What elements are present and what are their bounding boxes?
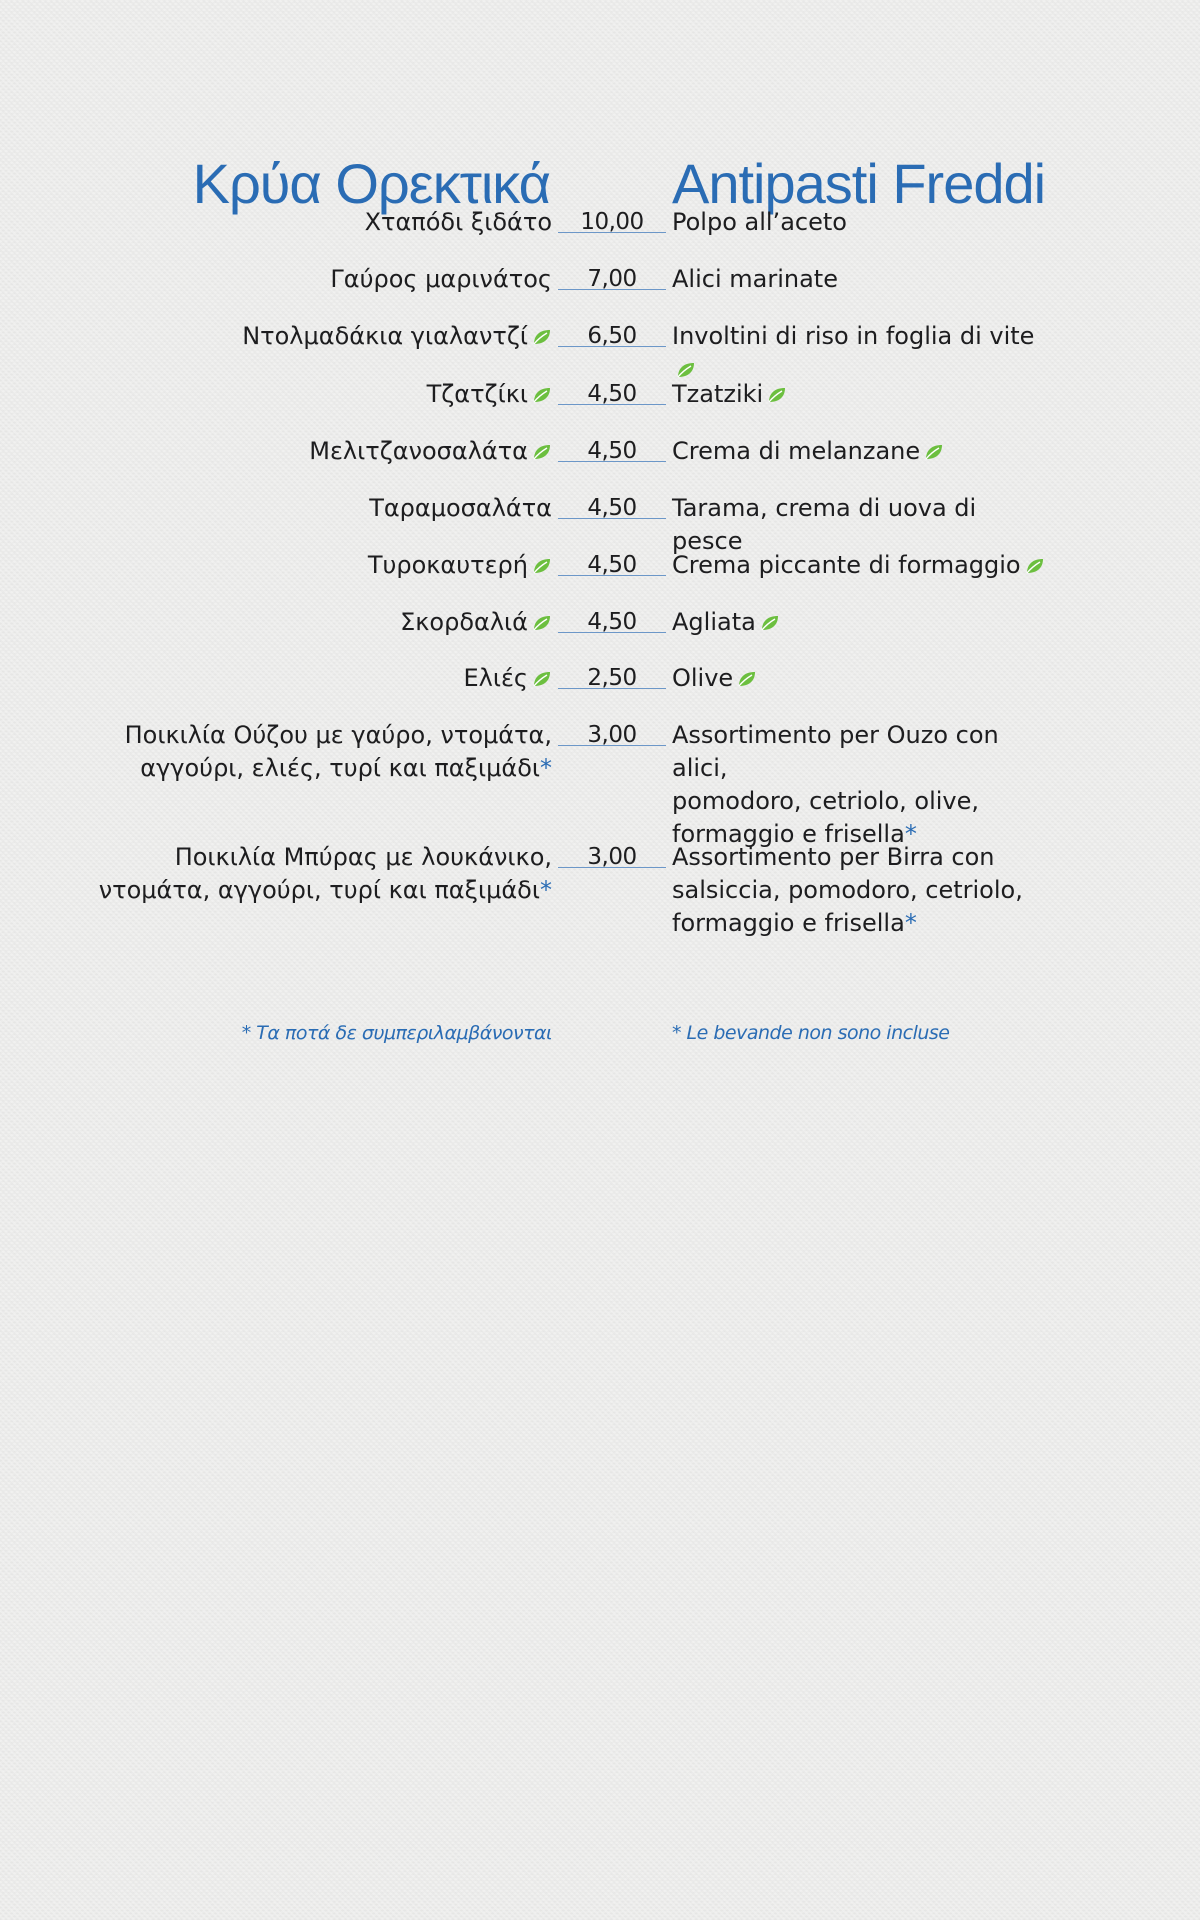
price-underline <box>558 632 666 633</box>
italian-section-title: Antipasti Freddi <box>672 151 1046 215</box>
leaf-icon <box>532 558 552 574</box>
italian-dish-text: Crema di melanzane <box>672 437 921 465</box>
price-underline <box>558 518 666 519</box>
price-underline <box>558 575 666 576</box>
asterisk-mark: * <box>904 820 917 848</box>
italian-dish-name <box>672 435 1052 468</box>
leaf-icon <box>760 615 780 631</box>
greek-dish-text: Ντολμαδάκια γιαλαντζί <box>242 322 528 350</box>
greek-dish-text: Ταραμοσαλάτα <box>369 494 552 522</box>
leaf-icon <box>676 362 696 378</box>
leaf-icon <box>532 615 552 631</box>
greek-dish-text: Μελιτζανοσαλάτα <box>309 437 528 465</box>
price-underline <box>558 289 666 290</box>
leaf-icon <box>532 387 552 403</box>
price: 3,00 <box>587 844 637 870</box>
italian-dish-name <box>672 320 1052 386</box>
greek-dish-text: Σκορδαλιά <box>400 608 528 636</box>
italian-footnote: * Le bevande non sono incluse <box>672 1022 950 1044</box>
italian-dish-text: Assortimento per Birra con salsiccia, pomodoro, cetriolo, formaggio e frisella <box>672 843 1023 937</box>
greek-footnote: * Τα ποτά δε συμπεριλαμβάνονται <box>241 1022 552 1044</box>
italian-dish-name <box>672 606 1052 639</box>
price: 4,50 <box>587 438 637 464</box>
italian-dish-name <box>672 841 1052 940</box>
asterisk-mark: * <box>540 754 552 782</box>
greek-dish-text: Τυροκαυτερή <box>367 551 528 579</box>
greek-dish-text: Χταπόδι ξιδάτο <box>364 208 552 236</box>
price-underline <box>558 232 666 233</box>
greek-dish-text: Ελιές <box>463 664 528 692</box>
italian-dish-name <box>672 206 1052 239</box>
leaf-icon <box>532 329 552 345</box>
price-underline <box>558 745 666 746</box>
price: 6,50 <box>587 323 637 349</box>
italian-dish-text: Tarama, crema di uova di pesce <box>672 494 977 555</box>
greek-dish-text: Τζατζίκι <box>426 380 528 408</box>
italian-dish-name <box>672 662 1052 695</box>
greek-dish-name <box>32 606 552 639</box>
greek-dish-text: Ποικιλία Ούζου με γαύρο, ντομάτα, αγγούρι, ελιές, τυρί και παξιμάδι <box>124 721 552 782</box>
italian-dish-name <box>672 549 1052 582</box>
italian-dish-name <box>672 719 1052 851</box>
greek-dish-name <box>32 719 552 785</box>
greek-dish-name <box>32 263 552 296</box>
price-underline <box>558 867 666 868</box>
greek-dish-name <box>32 378 552 411</box>
greek-dish-text: Γαύρος μαρινάτος <box>330 265 552 293</box>
greek-section-title: Κρύα Ορεκτικά <box>192 151 550 215</box>
italian-dish-text: Tzatziki <box>672 380 764 408</box>
greek-dish-text: Ποικιλία Μπύρας με λουκάνικο, ντομάτα, αγγούρι, τυρί και παξιμάδι <box>98 843 552 904</box>
greek-dish-name <box>32 435 552 468</box>
price-underline <box>558 346 666 347</box>
leaf-icon <box>924 444 944 460</box>
price: 3,00 <box>587 722 637 748</box>
asterisk-mark: * <box>540 876 552 904</box>
italian-dish-name <box>672 378 1052 411</box>
price-underline <box>558 461 666 462</box>
italian-dish-text: Agliata <box>672 608 756 636</box>
price: 4,50 <box>587 495 637 521</box>
leaf-icon <box>767 387 787 403</box>
italian-dish-name <box>672 263 1052 296</box>
leaf-icon <box>737 671 757 687</box>
greek-dish-name <box>32 662 552 695</box>
leaf-icon <box>1025 558 1045 574</box>
leaf-icon <box>532 671 552 687</box>
italian-dish-text: Crema piccante di formaggio <box>672 551 1021 579</box>
italian-dish-text: Olive <box>672 664 734 692</box>
greek-dish-name <box>32 549 552 582</box>
greek-dish-name <box>32 492 552 525</box>
price-underline <box>558 404 666 405</box>
greek-dish-name <box>32 206 552 239</box>
greek-dish-name <box>32 841 552 907</box>
leaf-icon <box>532 444 552 460</box>
italian-dish-text: Involtini di riso in foglia di vite <box>672 322 1035 350</box>
italian-dish-text: Alici marinate <box>672 265 838 293</box>
greek-dish-name <box>32 320 552 353</box>
price: 4,50 <box>587 381 637 407</box>
price: 7,00 <box>587 266 637 292</box>
price: 4,50 <box>587 609 637 635</box>
price-underline <box>558 688 666 689</box>
price: 2,50 <box>587 665 637 691</box>
italian-dish-text: Polpo all’aceto <box>672 208 847 236</box>
italian-dish-text: Assortimento per Ouzo con alici, pomodoro, cetriolo, olive, formaggio e frisella <box>672 721 999 848</box>
price: 10,00 <box>580 209 644 235</box>
price: 4,50 <box>587 552 637 578</box>
asterisk-mark: * <box>904 909 917 937</box>
